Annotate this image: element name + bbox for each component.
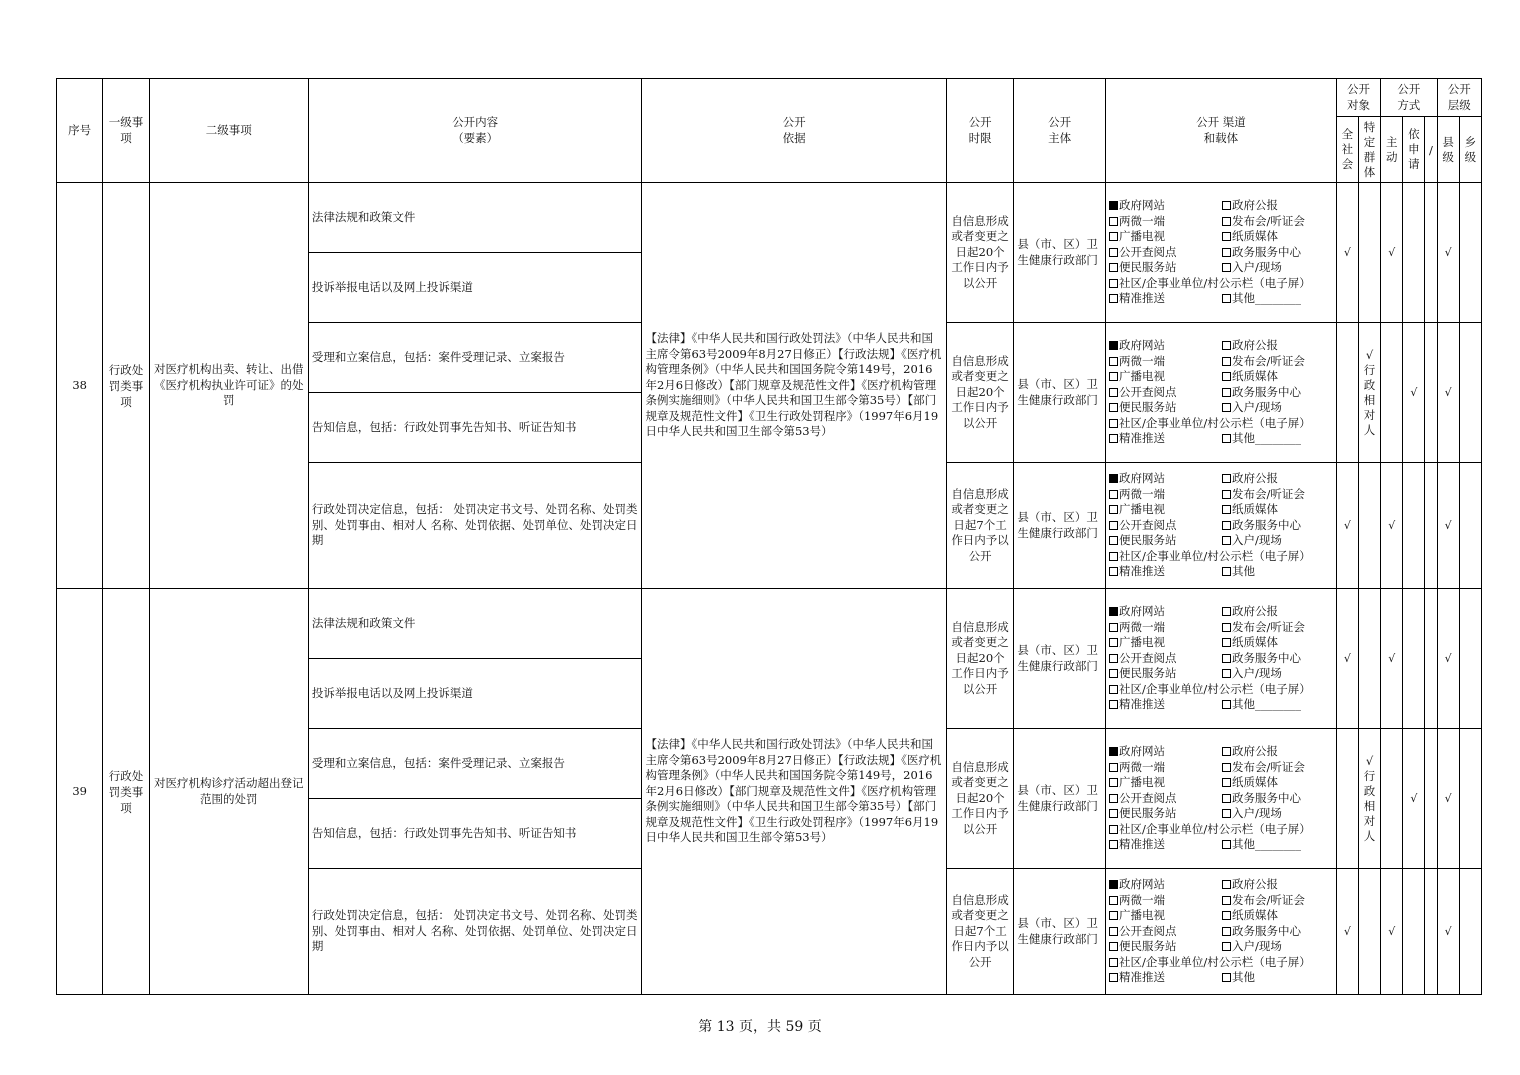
basis-cell: 【法律】《中华人民共和国行政处罚法》（中华人民共和国主席令第63号2009年8月27日修正）【行政法规】《医疗机构管理条例》（中华人民共和国国务院令第149号，2016年2月6日修改）【部门规章及规范性文件】《医疗机构管理条例实施细则》（中华人民共和国卫生部令第35号）【部门规章及规范性文件】《卫生行政处罚程序》（1997年6月19日中华人民共和国卫生部令第53号） <box>642 589 946 995</box>
method-active-mark: √ <box>1381 183 1403 323</box>
checkbox-icon <box>1109 911 1118 920</box>
checkbox-icon <box>1222 232 1231 241</box>
checkbox-icon <box>1109 263 1118 272</box>
checkbox-icon <box>1109 357 1118 366</box>
level-county-mark: √ <box>1437 183 1459 323</box>
time-limit-cell: 自信息形成或者变更之日起20个工作日内予以公开 <box>946 183 1014 323</box>
checked-box-icon <box>1109 747 1118 756</box>
checkbox-icon <box>1222 201 1231 210</box>
slash-mark <box>1425 323 1437 463</box>
checkbox-icon <box>1222 747 1231 756</box>
checkbox-icon <box>1222 840 1231 849</box>
subject-cell: 县（市、区）卫生健康行政部门 <box>1014 869 1106 995</box>
header-level-county: 县级 <box>1437 117 1459 183</box>
checkbox-icon <box>1222 357 1231 366</box>
checkbox-icon <box>1109 896 1118 905</box>
subject-cell: 县（市、区）卫生健康行政部门 <box>1014 183 1106 323</box>
level-county-mark: √ <box>1437 323 1459 463</box>
checkbox-icon <box>1222 217 1231 226</box>
channels-cell: 政府网站 政府公报 两微一端 发布会/听证会 广播电视 纸质媒体 公开查阅点 政务服务中心 便民服务站 入户/现场 社区/企事业单位/村公示栏（电子屏） 精准推送 其他________ <box>1106 589 1337 729</box>
checkbox-icon <box>1109 958 1118 967</box>
level2-cell: 对医疗机构出卖、转让、出借《医疗机构执业许可证》的处罚 <box>149 183 308 589</box>
slash-mark <box>1425 183 1437 323</box>
level2-cell: 对医疗机构诊疗活动超出登记范围的处罚 <box>149 589 308 995</box>
level-town-mark <box>1459 183 1481 323</box>
checkbox-icon <box>1222 911 1231 920</box>
checked-box-icon <box>1109 201 1118 210</box>
checkbox-icon <box>1222 607 1231 616</box>
subject-cell: 县（市、区）卫生健康行政部门 <box>1014 589 1106 729</box>
slash-mark <box>1425 589 1437 729</box>
checkbox-icon <box>1109 419 1118 428</box>
header-target-all: 全社会 <box>1336 117 1358 183</box>
channels-cell: 政府网站 政府公报 两微一端 发布会/听证会 广播电视 纸质媒体 公开查阅点 政务服务中心 便民服务站 入户/现场 社区/企事业单位/村公示栏（电子屏） 精准推送 其他 <box>1106 463 1337 589</box>
slash-mark <box>1425 729 1437 869</box>
checkbox-icon <box>1222 973 1231 982</box>
level1-cell: 行政处罚类事项 <box>103 183 149 589</box>
page-footer: 第 13 页，共 59 页 <box>698 1019 822 1035</box>
level-town-mark <box>1459 589 1481 729</box>
checkbox-icon <box>1222 521 1231 530</box>
checked-box-icon <box>1109 341 1118 350</box>
channels-cell: 政府网站 政府公报 两微一端 发布会/听证会 广播电视 纸质媒体 公开查阅点 政务服务中心 便民服务站 入户/现场 社区/企事业单位/村公示栏（电子屏） 精准推送 其他________ <box>1106 323 1337 463</box>
checkbox-icon <box>1109 669 1118 678</box>
method-active-mark: √ <box>1381 589 1403 729</box>
content-item: 投诉举报电话以及网上投诉渠道 <box>308 253 642 323</box>
checkbox-icon <box>1222 341 1231 350</box>
target-all-mark: √ <box>1336 869 1358 995</box>
checkbox-icon <box>1222 388 1231 397</box>
subject-cell: 县（市、区）卫生健康行政部门 <box>1014 323 1106 463</box>
checkbox-icon <box>1222 372 1231 381</box>
checkbox-icon <box>1222 927 1231 936</box>
header-level1: 一级事项 <box>103 79 149 183</box>
header-basis: 公开 依据 <box>642 79 946 183</box>
checkbox-icon <box>1109 521 1118 530</box>
checkbox-icon <box>1222 623 1231 632</box>
header-slash: / <box>1425 117 1437 183</box>
checkbox-icon <box>1222 505 1231 514</box>
header-time-limit: 公开 时限 <box>946 79 1014 183</box>
checkbox-icon <box>1222 880 1231 889</box>
target-all-mark: √ <box>1336 183 1358 323</box>
checkbox-icon <box>1222 490 1231 499</box>
content-item: 法律法规和政策文件 <box>308 589 642 659</box>
target-specific-mark: √ 行政相对人 <box>1358 323 1380 463</box>
content-item: 受理和立案信息，包括：案件受理记录、立案报告 <box>308 729 642 799</box>
checkbox-icon <box>1109 927 1118 936</box>
checkbox-icon <box>1222 763 1231 772</box>
time-limit-cell: 自信息形成或者变更之日起7个工作日内予以公开 <box>946 869 1014 995</box>
seq-cell: 39 <box>57 589 103 995</box>
content-item: 投诉举报电话以及网上投诉渠道 <box>308 659 642 729</box>
header-level-group: 公开 层级 <box>1437 79 1481 117</box>
checkbox-icon <box>1109 294 1118 303</box>
channels-cell: 政府网站 政府公报 两微一端 发布会/听证会 广播电视 纸质媒体 公开查阅点 政务服务中心 便民服务站 入户/现场 社区/企事业单位/村公示栏（电子屏） 精准推送 其他________ <box>1106 729 1337 869</box>
checkbox-icon <box>1109 778 1118 787</box>
checked-box-icon <box>1109 607 1118 616</box>
time-limit-cell: 自信息形成或者变更之日起20个工作日内予以公开 <box>946 323 1014 463</box>
target-all-mark: √ <box>1336 463 1358 589</box>
checkbox-icon <box>1109 279 1118 288</box>
checkbox-icon <box>1109 809 1118 818</box>
subject-cell: 县（市、区）卫生健康行政部门 <box>1014 729 1106 869</box>
content-item: 行政处罚决定信息，包括： 处罚决定书文号、处罚名称、处罚类别、处罚事由、相对人 名称、处罚依据、处罚单位、处罚决定日期 <box>308 869 642 995</box>
target-specific-mark <box>1358 463 1380 589</box>
header-method-group: 公开 方式 <box>1381 79 1437 117</box>
checked-box-icon <box>1109 474 1118 483</box>
checkbox-icon <box>1109 685 1118 694</box>
checkbox-icon <box>1109 973 1118 982</box>
content-item: 行政处罚决定信息，包括： 处罚决定书文号、处罚名称、处罚类别、处罚事由、相对人 名称、处罚依据、处罚单位、处罚决定日期 <box>308 463 642 589</box>
level-county-mark: √ <box>1437 589 1459 729</box>
checkbox-icon <box>1222 536 1231 545</box>
checkbox-icon <box>1222 809 1231 818</box>
checkbox-icon <box>1109 638 1118 647</box>
checkbox-icon <box>1222 248 1231 257</box>
header-subject: 公开 主体 <box>1014 79 1106 183</box>
checkbox-icon <box>1109 700 1118 709</box>
method-apply-mark <box>1403 589 1425 729</box>
header-level2: 二级事项 <box>149 79 308 183</box>
table-row <box>57 183 1482 253</box>
checkbox-icon <box>1109 567 1118 576</box>
checkbox-icon <box>1109 840 1118 849</box>
checkbox-icon <box>1109 623 1118 632</box>
level-town-mark <box>1459 323 1481 463</box>
checkbox-icon <box>1109 434 1118 443</box>
header-method-active: 主动 <box>1381 117 1403 183</box>
header-target-specific: 特定群体 <box>1358 117 1380 183</box>
checkbox-icon <box>1109 217 1118 226</box>
checkbox-icon <box>1109 232 1118 241</box>
content-item: 受理和立案信息，包括：案件受理记录、立案报告 <box>308 323 642 393</box>
target-specific-mark <box>1358 589 1380 729</box>
checkbox-icon <box>1222 778 1231 787</box>
checkbox-icon <box>1109 490 1118 499</box>
target-specific-mark <box>1358 183 1380 323</box>
method-active-mark <box>1381 729 1403 869</box>
level-county-mark: √ <box>1437 463 1459 589</box>
checkbox-icon <box>1109 505 1118 514</box>
checkbox-icon <box>1109 536 1118 545</box>
method-apply-mark: √ <box>1403 323 1425 463</box>
checkbox-icon <box>1222 403 1231 412</box>
header-content: 公开内容 （要素） <box>308 79 642 183</box>
checkbox-icon <box>1222 263 1231 272</box>
method-active-mark: √ <box>1381 869 1403 995</box>
target-specific-mark <box>1358 869 1380 995</box>
header-target-group: 公开 对象 <box>1336 79 1380 117</box>
checkbox-icon <box>1109 403 1118 412</box>
header-seq: 序号 <box>57 79 103 183</box>
method-apply-mark: √ <box>1403 729 1425 869</box>
method-active-mark: √ <box>1381 463 1403 589</box>
time-limit-cell: 自信息形成或者变更之日起20个工作日内予以公开 <box>946 589 1014 729</box>
checkbox-icon <box>1109 372 1118 381</box>
disclosure-table <box>56 78 1482 995</box>
header-method-apply: 依申请 <box>1403 117 1425 183</box>
header-channels: 公开 渠道 和载体 <box>1106 79 1337 183</box>
target-all-mark: √ <box>1336 589 1358 729</box>
checkbox-icon <box>1109 794 1118 803</box>
header-level-town: 乡级 <box>1459 117 1481 183</box>
time-limit-cell: 自信息形成或者变更之日起20个工作日内予以公开 <box>946 729 1014 869</box>
checkbox-icon <box>1109 388 1118 397</box>
basis-cell: 【法律】《中华人民共和国行政处罚法》（中华人民共和国主席令第63号2009年8月27日修正）【行政法规】《医疗机构管理条例》（中华人民共和国国务院令第149号，2016年2月6日修改）【部门规章及规范性文件】《医疗机构管理条例实施细则》（中华人民共和国卫生部令第35号）【部门规章及规范性文件】《卫生行政处罚程序》（1997年6月19日中华人民共和国卫生部令第53号） <box>642 183 946 589</box>
checkbox-icon <box>1222 942 1231 951</box>
slash-mark <box>1425 869 1437 995</box>
checkbox-icon <box>1222 794 1231 803</box>
content-item: 告知信息，包括：行政处罚事先告知书、听证告知书 <box>308 393 642 463</box>
checkbox-icon <box>1222 474 1231 483</box>
channels-cell: 政府网站 政府公报 两微一端 发布会/听证会 广播电视 纸质媒体 公开查阅点 政务服务中心 便民服务站 入户/现场 社区/企事业单位/村公示栏（电子屏） 精准推送 其他 <box>1106 869 1337 995</box>
checkbox-icon <box>1222 294 1231 303</box>
target-all-mark <box>1336 729 1358 869</box>
method-apply-mark <box>1403 463 1425 589</box>
checkbox-icon <box>1109 942 1118 951</box>
level-town-mark <box>1459 869 1481 995</box>
method-apply-mark <box>1403 183 1425 323</box>
checkbox-icon <box>1109 654 1118 663</box>
level-town-mark <box>1459 463 1481 589</box>
channels-cell: 政府网站 政府公报 两微一端 发布会/听证会 广播电视 纸质媒体 公开查阅点 政务服务中心 便民服务站 入户/现场 社区/企事业单位/村公示栏（电子屏） 精准推送 其他________ <box>1106 183 1337 323</box>
checkbox-icon <box>1222 434 1231 443</box>
slash-mark <box>1425 463 1437 589</box>
checkbox-icon <box>1222 654 1231 663</box>
seq-cell: 38 <box>57 183 103 589</box>
checkbox-icon <box>1222 700 1231 709</box>
subject-cell: 县（市、区）卫生健康行政部门 <box>1014 463 1106 589</box>
checkbox-icon <box>1222 638 1231 647</box>
checkbox-icon <box>1109 248 1118 257</box>
time-limit-cell: 自信息形成或者变更之日起7个工作日内予以公开 <box>946 463 1014 589</box>
level-county-mark: √ <box>1437 869 1459 995</box>
target-specific-mark: √ 行政相对人 <box>1358 729 1380 869</box>
level-county-mark: √ <box>1437 729 1459 869</box>
content-item: 法律法规和政策文件 <box>308 183 642 253</box>
checkbox-icon <box>1109 825 1118 834</box>
method-apply-mark <box>1403 869 1425 995</box>
content-item: 告知信息，包括：行政处罚事先告知书、听证告知书 <box>308 799 642 869</box>
checkbox-icon <box>1222 567 1231 576</box>
checkbox-icon <box>1109 763 1118 772</box>
checkbox-icon <box>1109 552 1118 561</box>
level-town-mark <box>1459 729 1481 869</box>
method-active-mark <box>1381 323 1403 463</box>
checkbox-icon <box>1222 896 1231 905</box>
target-all-mark <box>1336 323 1358 463</box>
level1-cell: 行政处罚类事项 <box>103 589 149 995</box>
checkbox-icon <box>1222 669 1231 678</box>
table-row <box>57 589 1482 659</box>
checked-box-icon <box>1109 880 1118 889</box>
